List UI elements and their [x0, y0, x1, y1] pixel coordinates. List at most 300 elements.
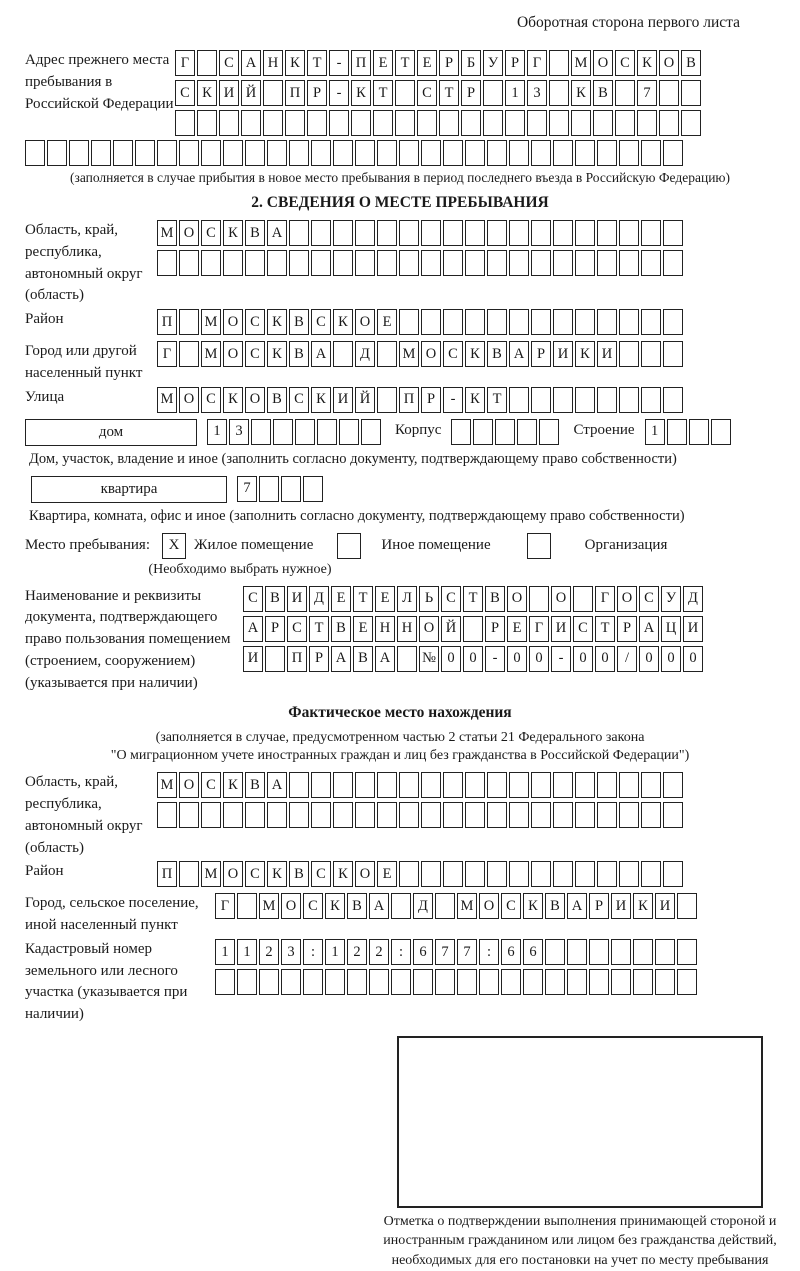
- char-cell[interactable]: [179, 341, 199, 367]
- char-cell[interactable]: [641, 861, 661, 887]
- char-cell[interactable]: [667, 419, 687, 445]
- char-cell[interactable]: М: [201, 861, 221, 887]
- char-cell[interactable]: С: [501, 893, 521, 919]
- char-cell[interactable]: [281, 476, 301, 502]
- char-cell[interactable]: [175, 110, 195, 136]
- char-cell[interactable]: А: [639, 616, 659, 642]
- char-cell[interactable]: [311, 802, 331, 828]
- char-cell[interactable]: Н: [397, 616, 417, 642]
- char-cell[interactable]: [377, 341, 397, 367]
- char-cell[interactable]: 2: [259, 939, 279, 965]
- char-cell[interactable]: Т: [395, 50, 415, 76]
- char-cell[interactable]: Ь: [419, 586, 439, 612]
- char-cell[interactable]: О: [281, 893, 301, 919]
- char-cell[interactable]: С: [289, 387, 309, 413]
- char-cell[interactable]: [637, 110, 657, 136]
- char-cell[interactable]: К: [267, 861, 287, 887]
- char-cell[interactable]: [399, 772, 419, 798]
- char-cell[interactable]: [223, 802, 243, 828]
- char-cell[interactable]: 7: [435, 939, 455, 965]
- char-cell[interactable]: [677, 969, 697, 995]
- char-cell[interactable]: Г: [215, 893, 235, 919]
- char-cell[interactable]: 1: [645, 419, 665, 445]
- char-cell[interactable]: [575, 250, 595, 276]
- char-cell[interactable]: Е: [377, 861, 397, 887]
- char-cell[interactable]: К: [197, 80, 217, 106]
- char-cell[interactable]: [597, 220, 617, 246]
- char-cell[interactable]: В: [331, 616, 351, 642]
- char-cell[interactable]: 2: [369, 939, 389, 965]
- char-cell[interactable]: Е: [353, 616, 373, 642]
- char-cell[interactable]: [47, 140, 67, 166]
- char-cell[interactable]: М: [157, 387, 177, 413]
- char-cell[interactable]: Т: [373, 80, 393, 106]
- char-cell[interactable]: К: [351, 80, 371, 106]
- char-cell[interactable]: [377, 387, 397, 413]
- char-cell[interactable]: Т: [487, 387, 507, 413]
- char-cell[interactable]: [223, 250, 243, 276]
- char-cell[interactable]: Е: [507, 616, 527, 642]
- char-cell[interactable]: [355, 802, 375, 828]
- char-cell[interactable]: [435, 969, 455, 995]
- char-cell[interactable]: [641, 772, 661, 798]
- char-cell[interactable]: [567, 939, 587, 965]
- char-cell[interactable]: [641, 220, 661, 246]
- char-cell[interactable]: Г: [595, 586, 615, 612]
- char-cell[interactable]: [509, 250, 529, 276]
- char-cell[interactable]: [509, 387, 529, 413]
- char-cell[interactable]: Н: [263, 50, 283, 76]
- char-cell[interactable]: [333, 140, 353, 166]
- char-cell[interactable]: [575, 802, 595, 828]
- char-cell[interactable]: К: [333, 861, 353, 887]
- char-cell[interactable]: [339, 419, 359, 445]
- char-cell[interactable]: [483, 80, 503, 106]
- char-cell[interactable]: [307, 110, 327, 136]
- char-cell[interactable]: [451, 419, 471, 445]
- house-type-box[interactable]: дом: [25, 419, 197, 446]
- char-cell[interactable]: [531, 220, 551, 246]
- char-cell[interactable]: [265, 646, 285, 672]
- char-cell[interactable]: [531, 387, 551, 413]
- char-cell[interactable]: Р: [461, 80, 481, 106]
- char-cell[interactable]: [259, 476, 279, 502]
- char-cell[interactable]: [391, 969, 411, 995]
- char-cell[interactable]: 3: [281, 939, 301, 965]
- char-cell[interactable]: С: [311, 861, 331, 887]
- char-cell[interactable]: [597, 309, 617, 335]
- char-cell[interactable]: [179, 802, 199, 828]
- char-cell[interactable]: [369, 969, 389, 995]
- char-cell[interactable]: [487, 250, 507, 276]
- char-cell[interactable]: Д: [355, 341, 375, 367]
- char-cell[interactable]: О: [421, 341, 441, 367]
- char-cell[interactable]: -: [443, 387, 463, 413]
- char-cell[interactable]: [527, 110, 547, 136]
- char-cell[interactable]: [641, 250, 661, 276]
- checkbox-residential[interactable]: X: [162, 533, 186, 559]
- char-cell[interactable]: К: [267, 341, 287, 367]
- char-cell[interactable]: [501, 969, 521, 995]
- char-cell[interactable]: [575, 772, 595, 798]
- char-cell[interactable]: Й: [355, 387, 375, 413]
- char-cell[interactable]: С: [219, 50, 239, 76]
- char-cell[interactable]: 0: [595, 646, 615, 672]
- char-cell[interactable]: [487, 861, 507, 887]
- char-cell[interactable]: Г: [175, 50, 195, 76]
- char-cell[interactable]: [611, 969, 631, 995]
- char-cell[interactable]: В: [593, 80, 613, 106]
- char-cell[interactable]: В: [289, 861, 309, 887]
- char-cell[interactable]: К: [465, 341, 485, 367]
- char-cell[interactable]: М: [157, 220, 177, 246]
- char-cell[interactable]: Р: [617, 616, 637, 642]
- char-cell[interactable]: [575, 861, 595, 887]
- char-cell[interactable]: О: [223, 341, 243, 367]
- char-cell[interactable]: [487, 309, 507, 335]
- char-cell[interactable]: А: [369, 893, 389, 919]
- char-cell[interactable]: [289, 772, 309, 798]
- char-cell[interactable]: У: [661, 586, 681, 612]
- char-cell[interactable]: [373, 110, 393, 136]
- char-cell[interactable]: [531, 861, 551, 887]
- char-cell[interactable]: С: [245, 309, 265, 335]
- char-cell[interactable]: П: [285, 80, 305, 106]
- char-cell[interactable]: [487, 772, 507, 798]
- char-cell[interactable]: А: [243, 616, 263, 642]
- char-cell[interactable]: [553, 309, 573, 335]
- char-cell[interactable]: -: [329, 50, 349, 76]
- char-cell[interactable]: С: [201, 220, 221, 246]
- char-cell[interactable]: М: [571, 50, 591, 76]
- char-cell[interactable]: [397, 646, 417, 672]
- char-cell[interactable]: М: [259, 893, 279, 919]
- char-cell[interactable]: [263, 110, 283, 136]
- char-cell[interactable]: А: [267, 220, 287, 246]
- char-cell[interactable]: [303, 969, 323, 995]
- char-cell[interactable]: [333, 341, 353, 367]
- char-cell[interactable]: О: [179, 772, 199, 798]
- char-cell[interactable]: И: [287, 586, 307, 612]
- char-cell[interactable]: Й: [441, 616, 461, 642]
- char-cell[interactable]: [597, 140, 617, 166]
- char-cell[interactable]: [421, 772, 441, 798]
- char-cell[interactable]: К: [637, 50, 657, 76]
- char-cell[interactable]: 1: [505, 80, 525, 106]
- char-cell[interactable]: 0: [573, 646, 593, 672]
- char-cell[interactable]: И: [243, 646, 263, 672]
- char-cell[interactable]: №: [419, 646, 439, 672]
- char-cell[interactable]: М: [201, 341, 221, 367]
- char-cell[interactable]: Д: [683, 586, 703, 612]
- char-cell[interactable]: В: [347, 893, 367, 919]
- char-cell[interactable]: [201, 250, 221, 276]
- char-cell[interactable]: [157, 140, 177, 166]
- char-cell[interactable]: [549, 110, 569, 136]
- char-cell[interactable]: О: [223, 861, 243, 887]
- char-cell[interactable]: [399, 140, 419, 166]
- char-cell[interactable]: [157, 250, 177, 276]
- char-cell[interactable]: [553, 802, 573, 828]
- char-cell[interactable]: П: [157, 309, 177, 335]
- char-cell[interactable]: 1: [215, 939, 235, 965]
- char-cell[interactable]: О: [659, 50, 679, 76]
- char-cell[interactable]: К: [223, 772, 243, 798]
- char-cell[interactable]: [347, 969, 367, 995]
- char-cell[interactable]: [553, 140, 573, 166]
- char-cell[interactable]: С: [303, 893, 323, 919]
- char-cell[interactable]: Д: [413, 893, 433, 919]
- char-cell[interactable]: Р: [531, 341, 551, 367]
- char-cell[interactable]: И: [597, 341, 617, 367]
- char-cell[interactable]: [495, 419, 515, 445]
- char-cell[interactable]: [509, 220, 529, 246]
- char-cell[interactable]: К: [223, 387, 243, 413]
- char-cell[interactable]: [531, 309, 551, 335]
- char-cell[interactable]: К: [311, 387, 331, 413]
- char-cell[interactable]: Г: [157, 341, 177, 367]
- char-cell[interactable]: 7: [637, 80, 657, 106]
- char-cell[interactable]: 0: [507, 646, 527, 672]
- char-cell[interactable]: [615, 110, 635, 136]
- char-cell[interactable]: [179, 309, 199, 335]
- char-cell[interactable]: [619, 250, 639, 276]
- char-cell[interactable]: Р: [421, 387, 441, 413]
- char-cell[interactable]: [281, 969, 301, 995]
- char-cell[interactable]: П: [287, 646, 307, 672]
- char-cell[interactable]: [549, 80, 569, 106]
- char-cell[interactable]: [553, 772, 573, 798]
- char-cell[interactable]: [615, 80, 635, 106]
- char-cell[interactable]: И: [655, 893, 675, 919]
- char-cell[interactable]: [457, 969, 477, 995]
- char-cell[interactable]: [531, 802, 551, 828]
- char-cell[interactable]: [549, 50, 569, 76]
- char-cell[interactable]: К: [575, 341, 595, 367]
- char-cell[interactable]: Р: [265, 616, 285, 642]
- char-cell[interactable]: И: [611, 893, 631, 919]
- char-cell[interactable]: Т: [439, 80, 459, 106]
- char-cell[interactable]: [421, 802, 441, 828]
- char-cell[interactable]: С: [441, 586, 461, 612]
- char-cell[interactable]: [663, 140, 683, 166]
- char-cell[interactable]: И: [219, 80, 239, 106]
- char-cell[interactable]: [263, 80, 283, 106]
- char-cell[interactable]: К: [285, 50, 305, 76]
- char-cell[interactable]: Т: [595, 616, 615, 642]
- char-cell[interactable]: О: [551, 586, 571, 612]
- char-cell[interactable]: А: [267, 772, 287, 798]
- char-cell[interactable]: Е: [377, 309, 397, 335]
- char-cell[interactable]: Р: [485, 616, 505, 642]
- char-cell[interactable]: [443, 309, 463, 335]
- char-cell[interactable]: О: [617, 586, 637, 612]
- char-cell[interactable]: [355, 220, 375, 246]
- char-cell[interactable]: [289, 802, 309, 828]
- char-cell[interactable]: [355, 772, 375, 798]
- char-cell[interactable]: [575, 140, 595, 166]
- char-cell[interactable]: [641, 140, 661, 166]
- char-cell[interactable]: К: [523, 893, 543, 919]
- char-cell[interactable]: 6: [501, 939, 521, 965]
- char-cell[interactable]: -: [329, 80, 349, 106]
- char-cell[interactable]: Г: [527, 50, 547, 76]
- char-cell[interactable]: [575, 220, 595, 246]
- char-cell[interactable]: [553, 387, 573, 413]
- char-cell[interactable]: А: [567, 893, 587, 919]
- char-cell[interactable]: [333, 802, 353, 828]
- char-cell[interactable]: [413, 969, 433, 995]
- char-cell[interactable]: С: [311, 309, 331, 335]
- char-cell[interactable]: [303, 476, 323, 502]
- char-cell[interactable]: К: [571, 80, 591, 106]
- char-cell[interactable]: И: [553, 341, 573, 367]
- char-cell[interactable]: [663, 309, 683, 335]
- checkbox-organization[interactable]: [527, 533, 551, 559]
- char-cell[interactable]: [443, 802, 463, 828]
- char-cell[interactable]: О: [593, 50, 613, 76]
- char-cell[interactable]: [465, 802, 485, 828]
- char-cell[interactable]: [539, 419, 559, 445]
- char-cell[interactable]: /: [617, 646, 637, 672]
- char-cell[interactable]: [285, 110, 305, 136]
- char-cell[interactable]: С: [615, 50, 635, 76]
- char-cell[interactable]: С: [245, 861, 265, 887]
- char-cell[interactable]: [553, 250, 573, 276]
- char-cell[interactable]: [509, 140, 529, 166]
- char-cell[interactable]: [483, 110, 503, 136]
- char-cell[interactable]: П: [351, 50, 371, 76]
- char-cell[interactable]: Е: [331, 586, 351, 612]
- char-cell[interactable]: [197, 50, 217, 76]
- char-cell[interactable]: [113, 140, 133, 166]
- char-cell[interactable]: [329, 110, 349, 136]
- char-cell[interactable]: [655, 969, 675, 995]
- char-cell[interactable]: [597, 387, 617, 413]
- char-cell[interactable]: [553, 220, 573, 246]
- char-cell[interactable]: Д: [309, 586, 329, 612]
- char-cell[interactable]: О: [507, 586, 527, 612]
- char-cell[interactable]: [377, 802, 397, 828]
- char-cell[interactable]: [219, 110, 239, 136]
- char-cell[interactable]: С: [243, 586, 263, 612]
- char-cell[interactable]: В: [487, 341, 507, 367]
- char-cell[interactable]: [421, 220, 441, 246]
- char-cell[interactable]: Р: [439, 50, 459, 76]
- char-cell[interactable]: Р: [589, 893, 609, 919]
- char-cell[interactable]: [619, 140, 639, 166]
- char-cell[interactable]: [619, 772, 639, 798]
- char-cell[interactable]: :: [303, 939, 323, 965]
- char-cell[interactable]: В: [545, 893, 565, 919]
- char-cell[interactable]: [223, 140, 243, 166]
- char-cell[interactable]: А: [311, 341, 331, 367]
- char-cell[interactable]: П: [157, 861, 177, 887]
- char-cell[interactable]: [597, 861, 617, 887]
- char-cell[interactable]: [531, 140, 551, 166]
- char-cell[interactable]: [399, 220, 419, 246]
- char-cell[interactable]: [325, 969, 345, 995]
- char-cell[interactable]: [677, 893, 697, 919]
- char-cell[interactable]: А: [375, 646, 395, 672]
- char-cell[interactable]: И: [551, 616, 571, 642]
- char-cell[interactable]: Т: [463, 586, 483, 612]
- char-cell[interactable]: [443, 220, 463, 246]
- char-cell[interactable]: О: [355, 861, 375, 887]
- char-cell[interactable]: С: [201, 387, 221, 413]
- char-cell[interactable]: О: [355, 309, 375, 335]
- char-cell[interactable]: [267, 140, 287, 166]
- char-cell[interactable]: М: [157, 772, 177, 798]
- char-cell[interactable]: [663, 772, 683, 798]
- char-cell[interactable]: [421, 309, 441, 335]
- char-cell[interactable]: [509, 772, 529, 798]
- char-cell[interactable]: 3: [229, 419, 249, 445]
- char-cell[interactable]: [597, 250, 617, 276]
- char-cell[interactable]: [641, 387, 661, 413]
- char-cell[interactable]: [523, 969, 543, 995]
- char-cell[interactable]: [311, 220, 331, 246]
- char-cell[interactable]: Р: [307, 80, 327, 106]
- char-cell[interactable]: С: [245, 341, 265, 367]
- char-cell[interactable]: О: [179, 220, 199, 246]
- char-cell[interactable]: [465, 309, 485, 335]
- char-cell[interactable]: [659, 110, 679, 136]
- char-cell[interactable]: [663, 861, 683, 887]
- char-cell[interactable]: [465, 220, 485, 246]
- char-cell[interactable]: [443, 861, 463, 887]
- char-cell[interactable]: [361, 419, 381, 445]
- char-cell[interactable]: [529, 586, 549, 612]
- char-cell[interactable]: 0: [639, 646, 659, 672]
- char-cell[interactable]: Е: [375, 586, 395, 612]
- char-cell[interactable]: И: [333, 387, 353, 413]
- char-cell[interactable]: [575, 387, 595, 413]
- char-cell[interactable]: [509, 802, 529, 828]
- char-cell[interactable]: [439, 110, 459, 136]
- char-cell[interactable]: [487, 802, 507, 828]
- char-cell[interactable]: [465, 861, 485, 887]
- char-cell[interactable]: [611, 939, 631, 965]
- char-cell[interactable]: [663, 220, 683, 246]
- char-cell[interactable]: [663, 341, 683, 367]
- char-cell[interactable]: [573, 586, 593, 612]
- char-cell[interactable]: О: [179, 387, 199, 413]
- char-cell[interactable]: [465, 250, 485, 276]
- char-cell[interactable]: [597, 802, 617, 828]
- char-cell[interactable]: Б: [461, 50, 481, 76]
- char-cell[interactable]: В: [245, 220, 265, 246]
- char-cell[interactable]: [421, 140, 441, 166]
- char-cell[interactable]: [487, 220, 507, 246]
- char-cell[interactable]: [567, 969, 587, 995]
- char-cell[interactable]: [201, 140, 221, 166]
- char-cell[interactable]: [509, 861, 529, 887]
- char-cell[interactable]: [487, 140, 507, 166]
- char-cell[interactable]: А: [331, 646, 351, 672]
- char-cell[interactable]: [355, 140, 375, 166]
- char-cell[interactable]: [273, 419, 293, 445]
- char-cell[interactable]: [267, 802, 287, 828]
- char-cell[interactable]: [289, 220, 309, 246]
- char-cell[interactable]: [179, 861, 199, 887]
- char-cell[interactable]: В: [267, 387, 287, 413]
- char-cell[interactable]: [663, 250, 683, 276]
- char-cell[interactable]: [311, 772, 331, 798]
- char-cell[interactable]: 2: [347, 939, 367, 965]
- char-cell[interactable]: 7: [457, 939, 477, 965]
- char-cell[interactable]: [505, 110, 525, 136]
